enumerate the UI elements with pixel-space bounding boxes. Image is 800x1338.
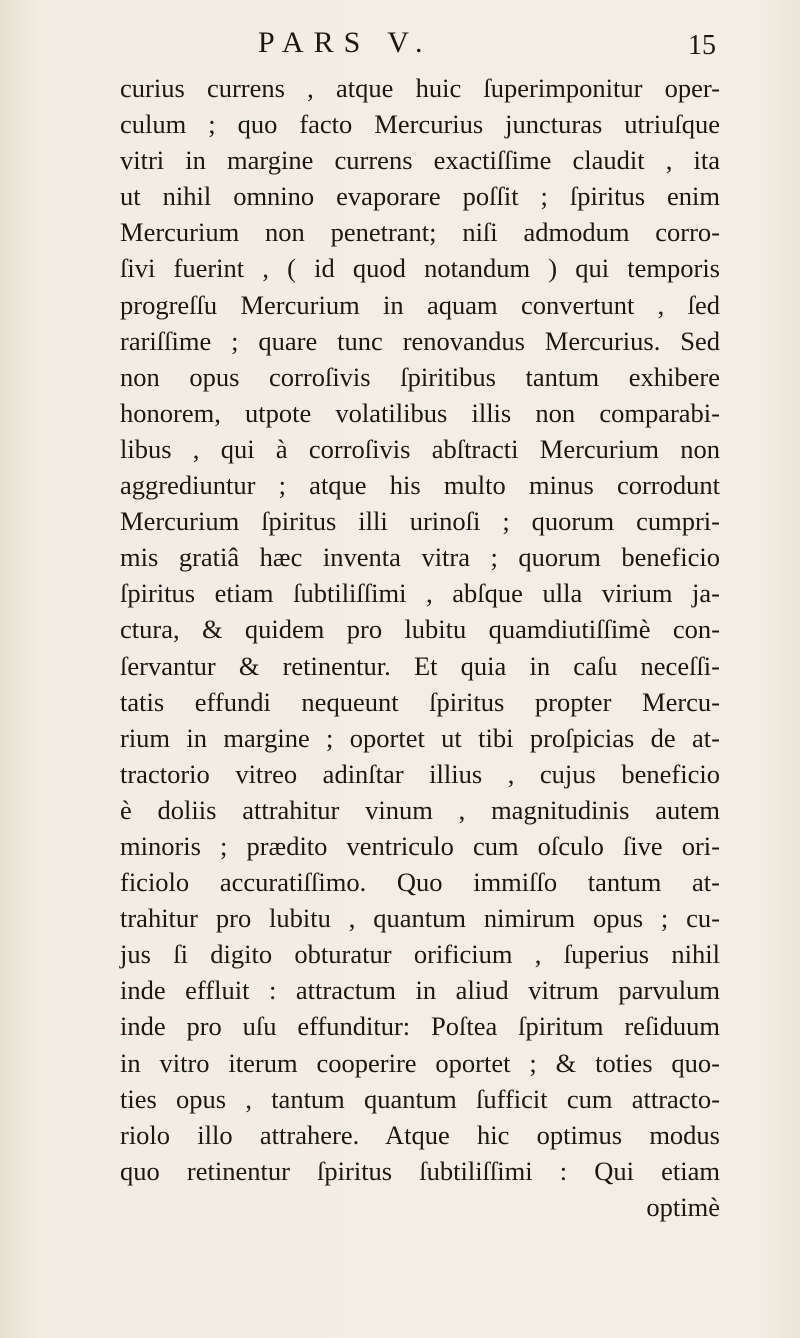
text-line: progreſſu Mercurium in aquam convertunt , ſed xyxy=(120,289,720,320)
text-line: curius currens , atque huic ſuperimponitur oper- xyxy=(120,73,720,103)
text-line: tractorio vitreo adinſtar illius , cujus beneficio xyxy=(120,758,720,789)
text-line: ſivi fuerint , ( id quod notandum ) qui temporis xyxy=(120,253,720,284)
text-line: ficiolo accuratiſſimo. Quo immiſſo tantum at- xyxy=(120,867,720,898)
text-line: rariſſime ; quare tunc renovandus Mercurius. Sed xyxy=(120,325,720,356)
text-line: Mercurium non penetrant; niſi admodum corro- xyxy=(120,217,720,248)
page-number: 15 xyxy=(688,30,716,61)
text-line: libus , qui à corroſivis abſtracti Mercurium non xyxy=(120,433,720,464)
text-line: mis gratiâ hæc inventa vitra ; quorum beneficio xyxy=(120,542,720,573)
text-line: aggrediuntur ; atque his multo minus corrodunt xyxy=(120,470,720,501)
text-line: rium in margine ; oportet ut tibi proſpicias de at- xyxy=(120,722,720,753)
text-line: inde effluit : attractum in aliud vitrum parvulum xyxy=(120,975,720,1006)
text-line: quo retinentur ſpiritus ſubtiliſſimi : Qui etiam xyxy=(120,1155,720,1186)
text-line: culum ; quo facto Mercurius juncturas utriuſque xyxy=(120,109,720,140)
text-line: vitri in margine currens exactiſſime claudit , ita xyxy=(120,145,720,176)
text-line: non opus corroſivis ſpiritibus tantum exhibere xyxy=(120,361,720,392)
text-line: trahitur pro lubitu , quantum nimirum opus ; cu- xyxy=(120,903,720,934)
body-text xyxy=(120,70,720,1225)
text-line: inde pro uſu effunditur: Poſtea ſpiritum reſiduum xyxy=(120,1011,720,1042)
text-line: in vitro iterum cooperire oportet ; & toties quo- xyxy=(120,1047,720,1078)
text-line: Mercurium ſpiritus illi urinoſi ; quorum cumpri- xyxy=(120,506,720,537)
text-line: ties opus , tantum quantum ſufficit cum attracto- xyxy=(120,1083,720,1114)
text-line: ſpiritus etiam ſubtiliſſimi , abſque ulla virium ja- xyxy=(120,578,720,609)
page-header xyxy=(0,22,800,66)
catchword: optimè xyxy=(646,1191,720,1222)
text-line: ſervantur & retinentur. Et quia in caſu neceſſi- xyxy=(120,650,720,681)
text-line: riolo illo attrahere. Atque hic optimus modus xyxy=(120,1119,720,1150)
text-line: è doliis attrahitur vinum , magnitudinis autem xyxy=(120,794,720,825)
text-line: minoris ; prædito ventriculo cum oſculo ſive ori- xyxy=(120,830,720,861)
running-head: PARS V. xyxy=(258,26,433,59)
text-line: ut nihil omnino evaporare poſſit ; ſpiritus enim xyxy=(120,181,720,212)
text-line: tatis effundi nequeunt ſpiritus propter Mercu- xyxy=(120,686,720,717)
text-line: ctura, & quidem pro lubitu quamdiutiſſimè con- xyxy=(120,614,720,645)
text-line: honorem, utpote volatilibus illis non comparabi- xyxy=(120,397,720,428)
text-line: jus ſi digito obturatur orificium , ſuperius nihil xyxy=(120,939,720,970)
